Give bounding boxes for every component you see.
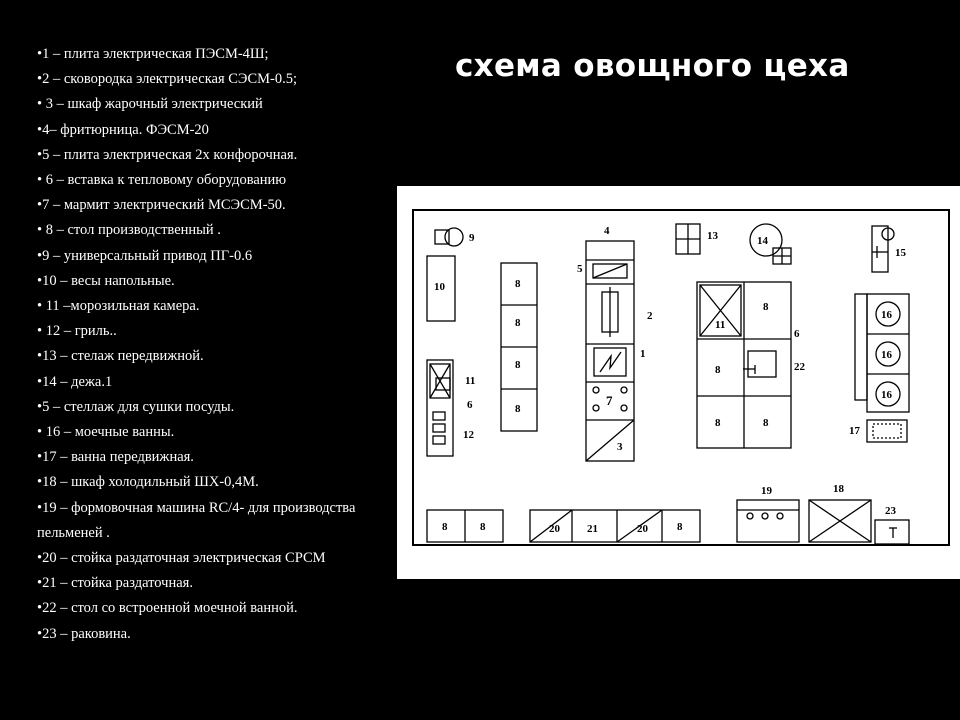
svg-text:14: 14 [757, 235, 768, 247]
legend-item: •19 – формовочная машина RC/4- для производства пельменей . [37, 499, 356, 541]
item-11-12-freezer-grill [427, 360, 475, 456]
legend-item: •17 – ванна передвижная. [37, 449, 194, 466]
item-14-bowl [750, 224, 791, 264]
legend-item: • 12 – гриль.. [37, 323, 117, 340]
bottom-distribution-line [530, 510, 700, 542]
item-15-drying-rack [872, 226, 907, 272]
svg-text:8: 8 [442, 521, 448, 533]
item-9-drive [435, 228, 475, 246]
svg-text:17: 17 [849, 425, 860, 437]
room-wall [413, 210, 949, 545]
central-block [697, 282, 806, 448]
svg-text:11: 11 [715, 319, 726, 331]
svg-text:3: 3 [617, 441, 623, 453]
svg-text:23: 23 [885, 505, 896, 517]
svg-text:12: 12 [463, 429, 474, 441]
item-23-sink [875, 505, 909, 544]
svg-text:8: 8 [515, 403, 521, 415]
legend-item: •23 – раковина. [37, 625, 131, 642]
legend-item: •5 – стеллаж для сушки посуды. [37, 398, 235, 415]
svg-text:9: 9 [469, 232, 475, 244]
legend-item: •14 – дежа.1 [37, 373, 113, 390]
page-title: схема овощного цеха [455, 48, 850, 84]
svg-text:4: 4 [604, 225, 610, 237]
legend-item: • 8 – стол производственный . [37, 222, 221, 239]
svg-text:8: 8 [715, 417, 721, 429]
legend-item: •18 – шкаф холодильный ШХ-0,4М. [37, 474, 259, 491]
equipment-legend [37, 42, 377, 647]
svg-text:16: 16 [881, 349, 892, 361]
svg-text:16: 16 [881, 309, 892, 321]
svg-text:6: 6 [794, 328, 800, 340]
svg-text:13: 13 [707, 230, 718, 242]
svg-text:8: 8 [763, 301, 769, 313]
legend-item: •20 – стойка раздаточная электрическая СРСМ [37, 550, 326, 567]
item-16-washing-baths [855, 294, 909, 412]
legend-item: • 16 – моечные ванны. [37, 424, 175, 441]
legend-item: •1 – плита электрическая ПЭСМ-4Ш; [37, 46, 269, 62]
svg-text:1: 1 [640, 348, 646, 360]
svg-text:21: 21 [587, 523, 598, 535]
item-19-dumpling-machine [737, 485, 799, 542]
legend-item: •13 – стелаж передвижной. [37, 348, 204, 365]
svg-text:8: 8 [515, 359, 521, 371]
legend-item: •4– фритюрница. ФЭСМ-20 [37, 121, 209, 138]
svg-text:8: 8 [515, 317, 521, 329]
legend-item: •7 – мармит электрический МСЭСМ-50. [37, 197, 286, 214]
legend-item: •10 – весы напольные. [37, 272, 175, 289]
svg-text:16: 16 [881, 389, 892, 401]
svg-text:8: 8 [515, 278, 521, 290]
table-column-left [501, 263, 537, 431]
legend-item: •2 – сковородка электрическая СЭСМ-0.5; [37, 71, 298, 88]
svg-text:19: 19 [761, 485, 772, 497]
svg-text:8: 8 [480, 521, 486, 533]
legend-item: •21 – стойка раздаточная. [37, 575, 193, 592]
legend-item: •22 – стол со встроенной моечной ванной. [37, 600, 298, 617]
svg-text:8: 8 [677, 521, 683, 533]
item-17-mobile-bath [849, 420, 907, 442]
svg-text:20: 20 [549, 523, 560, 535]
legend-item: •5 – плита электрическая 2х конфорочная. [37, 146, 298, 163]
item-10-scales [427, 256, 455, 321]
legend-item: • 3 – шкаф жарочный электрический [37, 96, 263, 113]
item-18-fridge [809, 483, 871, 542]
svg-text:22: 22 [794, 361, 805, 373]
svg-text:15: 15 [895, 247, 906, 259]
bottom-tables-left [427, 510, 503, 542]
svg-text:5: 5 [577, 263, 583, 275]
svg-text:8: 8 [715, 364, 721, 376]
legend-item: • 11 –морозильная камера. [37, 298, 200, 315]
svg-text:2: 2 [647, 310, 653, 322]
svg-text:20: 20 [637, 523, 648, 535]
svg-text:18: 18 [833, 483, 844, 495]
svg-text:6: 6 [467, 399, 473, 411]
floor-plan-svg [397, 186, 960, 579]
svg-text:10: 10 [434, 281, 445, 293]
item-13-rack [676, 224, 719, 254]
legend-item: •9 – универсальный привод ПГ-0.6 [37, 247, 253, 264]
floor-plan [397, 186, 960, 579]
legend-item: • 6 – вставка к тепловому оборудованию [37, 172, 287, 189]
thermal-line [577, 225, 653, 461]
svg-text:8: 8 [763, 417, 769, 429]
svg-text:11: 11 [465, 375, 476, 387]
svg-text:7: 7 [606, 393, 613, 408]
